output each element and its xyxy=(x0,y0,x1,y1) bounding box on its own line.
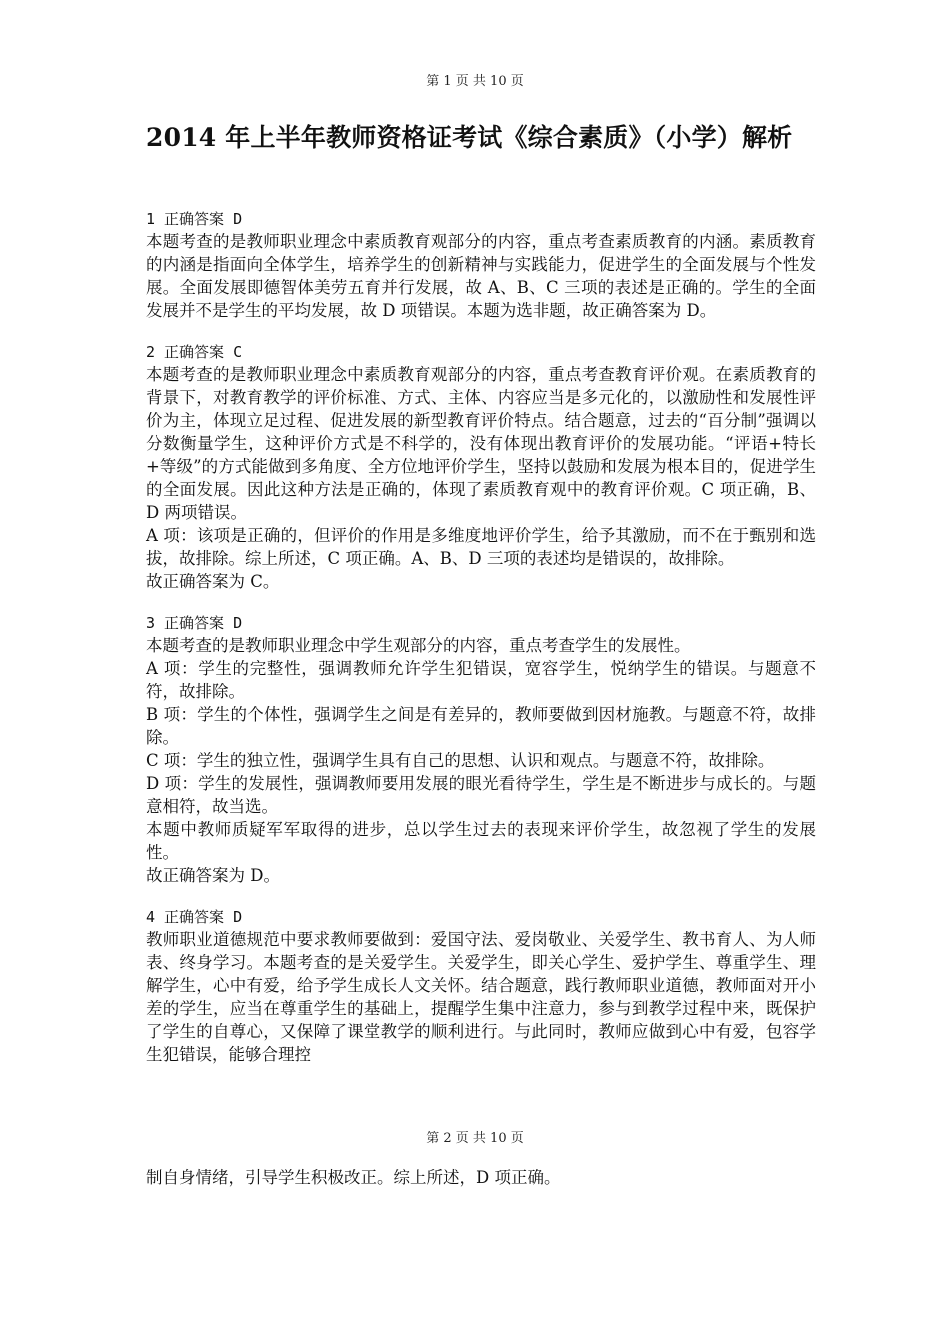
answer-heading: 2 正确答案 C xyxy=(146,343,243,361)
answer-heading: 4 正确答案 D xyxy=(146,908,243,926)
page-number-header: 第 2 页 共 10 页 xyxy=(426,1131,524,1146)
answer-paragraph: D 项：学生的发展性，强调教师要用发展的眼光看待学生，学生是不断进步与成长的。与题意相符，故当选。 xyxy=(146,774,816,816)
answer-paragraph: 故正确答案为 D。 xyxy=(146,866,280,885)
answer-paragraph: 故正确答案为 C。 xyxy=(146,572,280,591)
answer-heading: 1 正确答案 D xyxy=(146,210,243,228)
answer-paragraph: B 项：学生的个体性，强调学生之间是有差异的，教师要做到因材施教。与题意不符，故排除。 xyxy=(146,705,816,747)
answer-paragraph: A 项：学生的完整性，强调教师允许学生犯错误，宽容学生，悦纳学生的错误。与题意不符，故排除。 xyxy=(146,659,816,701)
answer-continuation: 制自身情绪，引导学生积极改正。综上所述，D 项正确。 xyxy=(146,1168,561,1187)
answer-block-1 xyxy=(146,208,816,322)
answer-heading: 3 正确答案 D xyxy=(146,614,243,632)
answer-block-3 xyxy=(146,612,816,887)
answer-paragraph: 本题考查的是教师职业理念中素质教育观部分的内容，重点考查素质教育的内涵。素质教育的内涵是指面向全体学生，培养学生的创新精神与实践能力，促进学生的全面发展与个性发展。全面发展即德智体美劳五育并行发展，故 A、B、C 三项的表述是正确的。学生的全面发展并不是学生的平均发展，故 D 项错误。本题为选非题，故正确答案为 D。 xyxy=(146,232,816,320)
document-title: 2014 年上半年教师资格证考试《综合素质》（小学）解析 xyxy=(146,123,793,152)
answer-block-4 xyxy=(146,906,816,1066)
answer-paragraph: 本题考查的是教师职业理念中学生观部分的内容，重点考查学生的发展性。 xyxy=(146,636,691,655)
answer-list xyxy=(146,208,816,1066)
answer-paragraph: C 项：学生的独立性，强调学生具有自己的思想、认识和观点。与题意不符，故排除。 xyxy=(146,751,775,770)
answer-block-2 xyxy=(146,341,816,593)
answer-paragraph: A 项：该项是正确的，但评价的作用是多维度地评价学生，给予其激励，而不在于甄别和选拔，故排除。综上所述，C 项正确。A、B、D 三项的表述均是错误的，故排除。 xyxy=(146,526,816,568)
answer-paragraph: 本题考查的是教师职业理念中素质教育观部分的内容，重点考查教育评价观。在素质教育的背景下，对教育教学的评价标准、方式、主体、内容应当是多元化的，以激励性和发展性评价为主，体现立足过程、促进发展的新型教育评价特点。结合题意，过去的“百分制”强调以分数衡量学生，这种评价方式是不科学的，没有体现出教育评价的发展功能。“评语+特长+等级”的方式能做到多角度、全方位地评价学生，坚持以鼓励和发展为根本目的，促进学生的全面发展。因此这种方法是正确的，体现了素质教育观中的教育评价观。C 项正确，B、D 两项错误。 xyxy=(146,365,816,522)
answer-paragraph: 本题中教师质疑军军取得的进步，总以学生过去的表现来评价学生，故忽视了学生的发展性。 xyxy=(146,820,816,862)
page-number-header: 第 1 页 共 10 页 xyxy=(426,74,524,89)
answer-paragraph: 教师职业道德规范中要求教师要做到：爱国守法、爱岗敬业、关爱学生、教书育人、为人师表、终身学习。本题考查的是关爱学生。关爱学生，即关心学生、爱护学生、尊重学生、理解学生，心中有爱，给予学生成长人文关怀。结合题意，践行教师职业道德，教师面对开小差的学生，应当在尊重学生的基础上，提醒学生集中注意力，参与到教学过程中来，既保护了学生的自尊心，又保障了课堂教学的顺利进行。与此同时，教师应做到心中有爱，包容学生犯错误，能够合理控 xyxy=(146,930,816,1064)
